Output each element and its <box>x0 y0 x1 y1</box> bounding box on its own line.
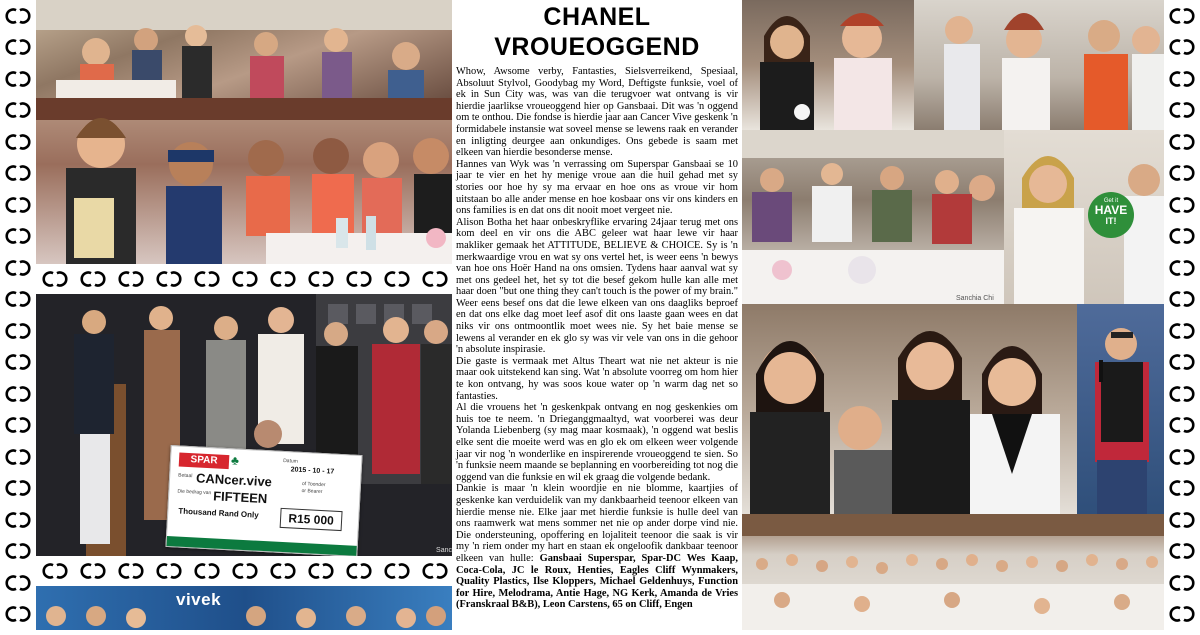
chanel-logo-icon <box>5 415 31 435</box>
chanel-logo-icon <box>308 269 334 289</box>
cheque-sum-label: Die bedrag van <box>177 488 212 497</box>
chanel-logo-column-left <box>0 0 36 630</box>
spar-logo: SPAR <box>179 453 230 470</box>
chanel-logo-icon <box>346 269 372 289</box>
chanel-logo-icon <box>5 478 31 498</box>
cheque-date: 2015 - 10 - 17 <box>290 466 335 476</box>
chanel-logo-icon <box>1169 510 1195 530</box>
dining-illustration <box>742 130 1004 304</box>
chanel-logo-icon <box>5 573 31 593</box>
chanel-logo-strip-middle <box>36 264 454 294</box>
photo-hall-crowd-top-left <box>36 0 454 98</box>
cheque-bearer-label-en: or Bearer <box>301 487 323 496</box>
chanel-logo-icon <box>80 561 106 581</box>
chanel-logo-icon <box>5 37 31 57</box>
article-paragraph: Whow, Awsome verby, Fantasties, Sielsverreikend, Spesiaal, Absoluut Stylvol, Goodybag my Word, Deftigste funksie, voel of ek in Sun City was, was van die terugvoer wat ontvang is vir hierdie jaarlikse vroueoggend hier op Gansbaai. Dit was 'n oggend om te onthou. Die fondse is hierdie jaar aan Cancer Vive geskenk 'n formidabele instansie wat soveel mense se lewens raak en verander en inligting deurgee aan onkundiges. Ons gebede is saam met elkeen van hierdie besonderse mense. <box>456 66 738 159</box>
chanel-logo-icon <box>1169 100 1195 120</box>
have-it-sign <box>1088 192 1134 238</box>
chanel-logo-icon <box>5 226 31 246</box>
photo-full-hall <box>742 514 1164 630</box>
photo-women-portrait-top <box>742 0 914 130</box>
photo-group-banner <box>36 586 454 630</box>
chanel-logo-icon <box>118 561 144 581</box>
chanel-logo-icon <box>1169 69 1195 89</box>
sponsor-list: Gansbaai Superspar, Spar-DC Wes Kaap, Coca-Cola, JC le Roux, Henties, Eagles Cliff Wynmakers, Quality Plastics, Ilse Kloppers, Michael Geldenhuys, Function for Hire, Melodrama, Antie Hage, NG Kerk, Amanda de Vries (Franskraal B&B), Leon Carstens, 65 on Cliff, Engen <box>456 552 738 611</box>
article-title-line-1: CHANEL <box>543 3 651 31</box>
chanel-logo-icon <box>346 561 372 581</box>
chanel-logo-icon <box>422 269 448 289</box>
chanel-logo-icon <box>1169 226 1195 246</box>
photo-singer-microphone <box>1077 304 1164 514</box>
chanel-logo-icon <box>42 269 68 289</box>
article-title <box>452 2 742 62</box>
chanel-logo-icon <box>5 195 31 215</box>
chanel-logo-icon <box>232 561 258 581</box>
chanel-logo-icon <box>1169 6 1195 26</box>
cheque-pay-label: Betaal <box>178 472 193 480</box>
chanel-logo-icon <box>384 561 410 581</box>
chanel-logo-icon <box>1169 195 1195 215</box>
crowd-illustration <box>36 0 454 98</box>
hall-illustration <box>742 514 1164 630</box>
chanel-logo-icon <box>1169 384 1195 404</box>
article-column <box>452 0 742 630</box>
chanel-logo-icon <box>308 561 334 581</box>
chanel-logo-icon <box>5 384 31 404</box>
photo-sign-woman <box>956 130 1164 304</box>
chanel-logo-icon <box>5 289 31 309</box>
chanel-logo-icon <box>5 352 31 372</box>
singer-illustration <box>1077 304 1164 514</box>
chanel-logo-column-right <box>1164 0 1200 630</box>
chanel-logo-icon <box>5 163 31 183</box>
chanel-logo-icon <box>422 561 448 581</box>
photo-check-presentation <box>36 294 454 556</box>
article-paragraph: Die gaste is vermaak met Altus Theart wat nie net akteur is nie maar ook uitstekend kan sing. Wat 'n absolute voorreg om hom hier te kon ontvang, hy was soos koue water op 'n warm dag net so fantasties. <box>456 355 738 402</box>
article-paragraph <box>456 483 738 611</box>
chanel-logo-icon <box>194 561 220 581</box>
chanel-logo-icon <box>194 269 220 289</box>
photo-women-closeup <box>742 304 1077 514</box>
sign-woman-illustration <box>1004 130 1164 304</box>
cheque-bearer-label: of Toonder <box>301 480 326 489</box>
photo-table-guests <box>36 98 454 264</box>
photo-dining-hall-right <box>742 130 1004 304</box>
chanel-logo-icon <box>5 321 31 341</box>
article-paragraph-thanks: Dankie is maar 'n klein woordjie en nie blomme, kaartjies of geskenke kan verduidelik van my dankbaarheid teenoor elkeen van hierdie mense nie. Elke jaar met hierdie funksie is hulle deel van ons raamwerk wat mens sommer net nie op ander dorpe vind nie. Die ondersteuning, opoffering en lojaliteit teenoor die saak is vir my 'n riem onder my hart en staan ek ongeloofik dankbaar teenoor elkeen van hulle: <box>456 483 738 564</box>
chanel-logo-icon <box>1169 37 1195 57</box>
chanel-logo-icon <box>1169 415 1195 435</box>
chanel-logo-icon <box>232 269 258 289</box>
chanel-logo-icon <box>270 561 296 581</box>
cheque-date-label: Datum <box>282 457 298 465</box>
chanel-logo-icon <box>118 269 144 289</box>
article-title-line-2: VROUEOGGEND <box>494 33 700 61</box>
chanel-logo-icon <box>156 269 182 289</box>
chanel-logo-icon <box>42 561 68 581</box>
chanel-logo-icon <box>1169 541 1195 561</box>
chanel-logo-icon <box>384 269 410 289</box>
chanel-logo-icon <box>5 100 31 120</box>
closeup-illustration <box>742 304 1077 514</box>
chanel-logo-icon <box>5 69 31 89</box>
chanel-logo-icon <box>1169 604 1195 624</box>
cheque-amount: R15 000 <box>280 508 343 531</box>
chanel-logo-icon <box>5 541 31 561</box>
spar-tree-icon: ♣ <box>230 453 240 468</box>
chanel-logo-strip-lower <box>36 556 454 586</box>
chanel-logo-icon <box>1169 258 1195 278</box>
cheque-payee: CANcer.vive <box>195 470 273 490</box>
guests-illustration <box>36 98 454 264</box>
chanel-logo-icon <box>1169 321 1195 341</box>
sign-bottom-text: IT! <box>1105 216 1117 226</box>
chanel-logo-icon <box>1169 289 1195 309</box>
photo-women-group-top-right <box>914 0 1164 130</box>
banner-text: vivek <box>176 590 222 609</box>
article-paragraph: Hannes van Wyk was 'n verrassing om Superspar Gansbaai se 10 jaar te vier en het hy menige vroue aan die huil gehad met sy stories oor hoe hy sy ma ervaar en hoe ons as vroue vir hom uitstaan bo alle ander mense en hoe kosbaar ons vir ons kinders en ons families is en dat ons dit nooit moet vergeet nie. <box>456 158 738 217</box>
chanel-logo-icon <box>1169 132 1195 152</box>
chanel-logo-icon <box>5 447 31 467</box>
article-paragraph: Al die vrouens het 'n geskenkpak ontvang en nog geskenkies om huis toe te neem. 'n Drieganggmaaltyd, wat voorberei was deur Yolanda Liebenberg (sy mag maar kosmaak), 'n oggend wat beslis elke sent die moeite werd was en glo ek om elkeen weer volgende jaar vir nog 'n wonderlike en inspirerende vroueoggend te sien. So 'n funksie neem maande se beplanning en voorbereiding tot nog die oggend van die funksie en wil ek graag die volgende bedank. <box>456 402 738 483</box>
article-body <box>452 62 742 611</box>
chanel-logo-icon <box>5 6 31 26</box>
big-cheque <box>165 445 362 557</box>
chanel-logo-icon <box>80 269 106 289</box>
chanel-logo-icon <box>5 258 31 278</box>
chanel-logo-icon <box>1169 352 1195 372</box>
photo-credit: Sanc <box>436 547 452 554</box>
chanel-logo-icon <box>1169 573 1195 593</box>
cheque-sum-words: FIFTEEN <box>212 488 268 507</box>
chanel-logo-icon <box>5 132 31 152</box>
chanel-logo-icon <box>270 269 296 289</box>
sign-top-text: Get it <box>1103 198 1119 204</box>
group-illustration <box>36 586 454 630</box>
chanel-logo-icon <box>1169 478 1195 498</box>
article-paragraph: Alison Botha het haar onbeskryflike ervaring 24jaar terug met ons kom deel en vir ons die ABC geleer wat haar lewe vir haar makliker gemaak het ATTITUDE, BELIEVE & CHOICE. Sy is 'n merkwaardige vrou en wat sy ons vertel het, is weer eens 'n bewys van hoe ons Hoër Hand na ons omsien. Tydens haar aanval wat sy met ons gedeel het, het sy tot die besef gekom hulle kan alle met haar doen "but one thing they can't touch is the power of my brain." Weer eens besef ons dat die lewe elkeen van ons daagliks beproef en dat ons elke dag moet leef asof dit ons laaste gaan wees en dat niks vir ons ontmoontlik moet wees nie. Sy het baie mense se lewens al verander en ek glo sy was vir vele van ons in die gehoor 'n absolute inspirasie. <box>456 216 738 356</box>
women-illustration <box>742 0 914 130</box>
chanel-logo-icon <box>1169 163 1195 183</box>
sign-main-text: HAVE <box>1094 203 1128 217</box>
photo-credit: Sanchia Chi <box>956 295 994 302</box>
chanel-logo-icon <box>156 561 182 581</box>
cheque-amount-words: Thousand Rand Only <box>178 506 259 520</box>
chanel-logo-icon <box>5 510 31 530</box>
chanel-logo-icon <box>1169 447 1195 467</box>
women-group-illustration <box>914 0 1164 130</box>
chanel-logo-icon <box>5 604 31 624</box>
